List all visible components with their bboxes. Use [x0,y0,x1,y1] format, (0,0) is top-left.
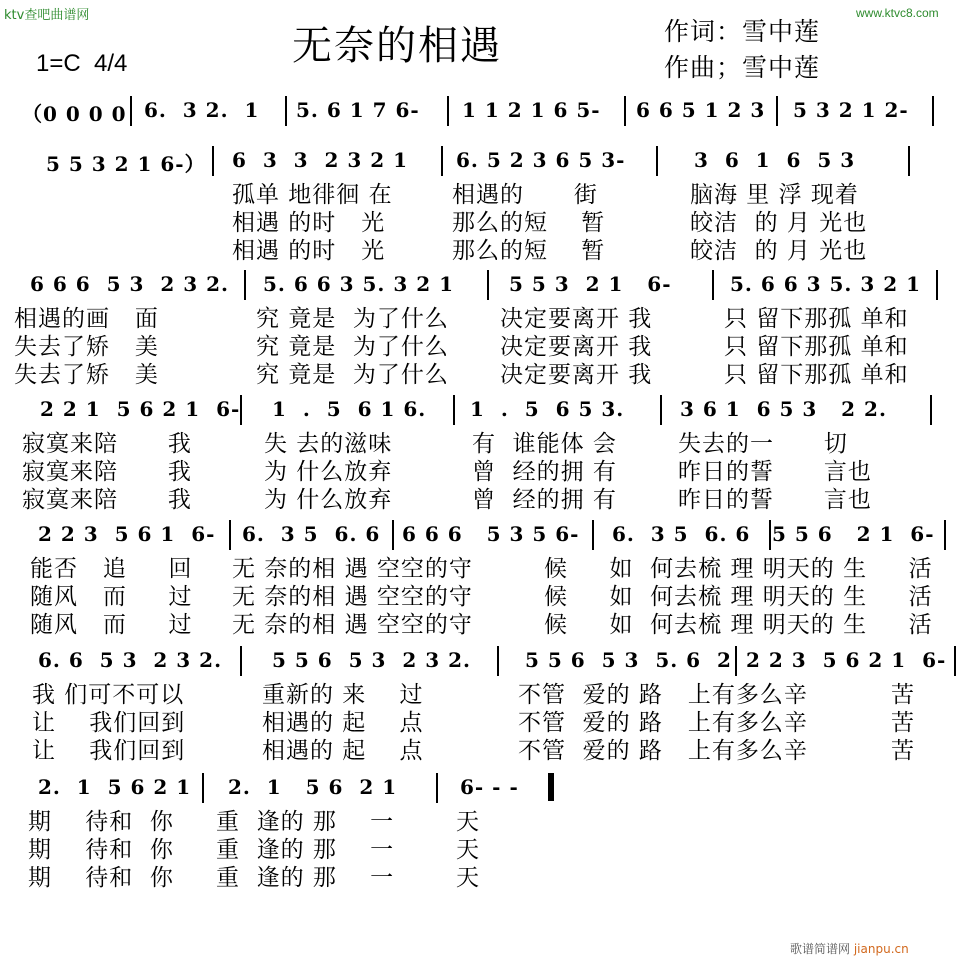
footer-site-url: jianpu.cn [853,942,909,956]
measure-notes: 5 5 6 5 3 5. 6 2 [525,648,732,672]
measure-notes: 2. 1 5 6 2 1 [38,775,192,799]
measure-notes: 6. 6 5 3 2 3 2. [38,648,223,672]
measure-notes: 6 6 5 1 2 3 [636,98,766,122]
lyric-verse-2: 重 逢的 那 一 [216,837,395,863]
bar-line [392,520,394,550]
lyric-verse-3: 皎洁 的 月 光也 [690,238,868,264]
lyric-verse-3: 决定要离开 我 [500,362,653,388]
measure-notes: 3 6 1 6 5 3 2 2. [680,397,887,421]
lyric-verse-2: 随风 而 过 [30,584,193,610]
lyric-verse-1: 能否 追 回 [30,556,193,582]
bar-line [244,270,246,300]
lyric-verse-1: 不管 爱的 路 上有多么辛 苦 [518,682,915,708]
measure-notes: 2 2 3 5 6 1 6- [38,522,216,546]
bar-line [212,146,214,176]
bar-line [592,520,594,550]
bar-line [944,520,946,550]
lyric-verse-3: 相遇的 起 点 [262,738,424,764]
lyric-verse-1: 失 去的滋味 [264,431,393,457]
measure-notes: 3 6 1 6 5 3 [694,148,856,172]
lyric-verse-1: 重 逢的 那 一 [216,809,395,835]
lyric-verse-1: 天 [456,809,480,835]
bar-line [130,96,132,126]
bar-line [229,520,231,550]
lyric-verse-1: 寂寞来陪 我 [22,431,192,457]
lyric-verse-3: 期 待和 你 [28,865,174,891]
measure-notes: 1 1 2 1 6 5- [462,98,601,122]
lyric-verse-2: 失去了矫 美 [14,334,159,360]
lyric-verse-3: 失去了矫 美 [14,362,159,388]
lyric-verse-3: 重 逢的 那 一 [216,865,395,891]
lyric-verse-1: 我 们可不可以 [32,682,185,708]
bar-line [954,646,956,676]
bar-line [712,270,714,300]
bar-line [735,646,737,676]
bar-line [487,270,489,300]
lyric-verse-1: 无 奈的相 遇 空空的守 [232,556,473,582]
final-bar-line [548,773,554,801]
footer-site-name: 歌谱简谱网 [790,942,851,956]
lyric-verse-3: 曾 经的拥 有 [472,487,617,513]
lyric-verse-2: 相遇 的时 光 [232,210,386,236]
lyric-verse-3: 候 如 何去梳 理 明天的 生 活 [544,612,933,638]
lyric-verse-2: 天 [456,837,480,863]
lyric-verse-3: 那么的短 暂 [452,238,606,264]
lyric-verse-1: 重新的 来 过 [262,682,424,708]
bar-line [441,146,443,176]
measure-notes: 5 5 3 2 1 6- [509,272,672,296]
measure-notes: 5. 6 1 7 6- [296,98,420,122]
lyric-verse-2: 寂寞来陪 我 [22,459,192,485]
lyric-verse-2: 不管 爱的 路 上有多么辛 苦 [518,710,915,736]
lyric-verse-3: 不管 爱的 路 上有多么辛 苦 [518,738,915,764]
lyric-verse-2: 决定要离开 我 [500,334,653,360]
lyric-verse-1: 脑海 里 浮 现着 [690,182,859,208]
bar-line [453,395,455,425]
measure-notes: 6 6 6 5 3 2 3 2. [30,272,229,296]
lyric-verse-2: 候 如 何去梳 理 明天的 生 活 [544,584,933,610]
measure-notes: 2 2 1 5 6 2 1 6- [40,397,241,421]
measure-notes: 6. 5 2 3 6 5 3- [456,148,626,172]
lyric-verse-2: 究 竟是 为了什么 [256,334,449,360]
bar-line [932,96,934,126]
lyric-verse-3: 让 我们回到 [32,738,186,764]
bar-line [497,646,499,676]
lyric-verse-1: 究 竟是 为了什么 [256,306,449,332]
lyric-verse-1: 孤单 地徘徊 在 [232,182,393,208]
bar-line [776,96,778,126]
lyric-verse-1: 期 待和 你 [28,809,174,835]
bar-line [936,270,938,300]
key-time-signature: 1=C 4/4 [36,50,128,77]
lyric-verse-2: 皎洁 的 月 光也 [690,210,868,236]
measure-notes: 5. 6 6 3 5. 3 2 1 [730,272,921,296]
measure-notes: 6. 3 5 6. 6 [242,522,381,546]
bar-line [624,96,626,126]
bar-line [908,146,910,176]
measure-notes: 5. 6 6 3 5. 3 2 1 [263,272,454,296]
bar-line [240,395,242,425]
lyric-verse-3: 只 留下那孤 单和 [724,362,909,388]
bar-line [285,96,287,126]
lyric-verse-2: 昨日的誓 言也 [678,459,872,485]
measure-notes: 5 5 6 2 1 6- [772,522,935,546]
song-title: 无奈的相遇 [292,23,502,69]
watermark-right: www.ktvc8.com [856,6,939,20]
measure-notes: 5 5 3 2 1 6-） [46,152,206,176]
composer-credit: 作曲；雪中莲 [664,53,821,82]
bar-line [240,646,242,676]
measure-notes: 6- - - [460,775,519,799]
lyric-verse-3: 随风 而 过 [30,612,193,638]
measure-notes: 2 2 3 5 6 2 1 6- [746,648,947,672]
bar-line [769,520,771,550]
bar-line [202,773,204,803]
lyric-verse-2: 只 留下那孤 单和 [724,334,909,360]
lyric-verse-1: 决定要离开 我 [500,306,653,332]
lyricist-credit: 作词：雪中莲 [664,17,821,46]
lyric-verse-3: 为 什么放弃 [264,487,393,513]
lyric-verse-1: 相遇的 街 [452,182,598,208]
measure-notes: 6 3 3 2 3 2 1 [232,148,409,172]
measure-notes: 6. 3 2. 1 [144,98,260,122]
footer-watermark [790,940,909,957]
measure-notes: 5 3 2 1 2- [793,98,909,122]
lyric-verse-1: 有 谁能体 会 [472,431,617,457]
lyric-verse-2: 期 待和 你 [28,837,174,863]
bar-line [660,395,662,425]
lyric-verse-3: 究 竟是 为了什么 [256,362,449,388]
measure-notes: 6 6 6 5 3 5 6- [402,522,580,546]
lyric-verse-3: 无 奈的相 遇 空空的守 [232,612,473,638]
lyric-verse-3: 昨日的誓 言也 [678,487,872,513]
measure-notes: 1 . 5 6 5 3. [470,397,625,421]
measure-notes: 1 . 5 6 1 6. [272,397,427,421]
watermark-left: ktv查吧曲谱网 [4,8,90,23]
measure-notes: 6. 3 5 6. 6 [612,522,751,546]
bar-line [930,395,932,425]
measure-notes: （0 0 0 0 [22,102,127,126]
measure-notes: 5 5 6 5 3 2 3 2. [272,648,471,672]
lyric-verse-3: 相遇 的时 光 [232,238,386,264]
lyric-verse-1: 候 如 何去梳 理 明天的 生 活 [544,556,933,582]
lyric-verse-1: 失去的一 切 [678,431,848,457]
lyric-verse-2: 相遇的 起 点 [262,710,424,736]
lyric-verse-2: 为 什么放弃 [264,459,393,485]
lyric-verse-2: 那么的短 暂 [452,210,606,236]
lyric-verse-3: 寂寞来陪 我 [22,487,192,513]
lyric-verse-2: 让 我们回到 [32,710,186,736]
measure-notes: 2. 1 5 6 2 1 [228,775,398,799]
lyric-verse-1: 相遇的画 面 [14,306,159,332]
bar-line [436,773,438,803]
lyric-verse-2: 无 奈的相 遇 空空的守 [232,584,473,610]
lyric-verse-2: 曾 经的拥 有 [472,459,617,485]
lyric-verse-3: 天 [456,865,480,891]
lyric-verse-1: 只 留下那孤 单和 [724,306,909,332]
bar-line [656,146,658,176]
bar-line [447,96,449,126]
